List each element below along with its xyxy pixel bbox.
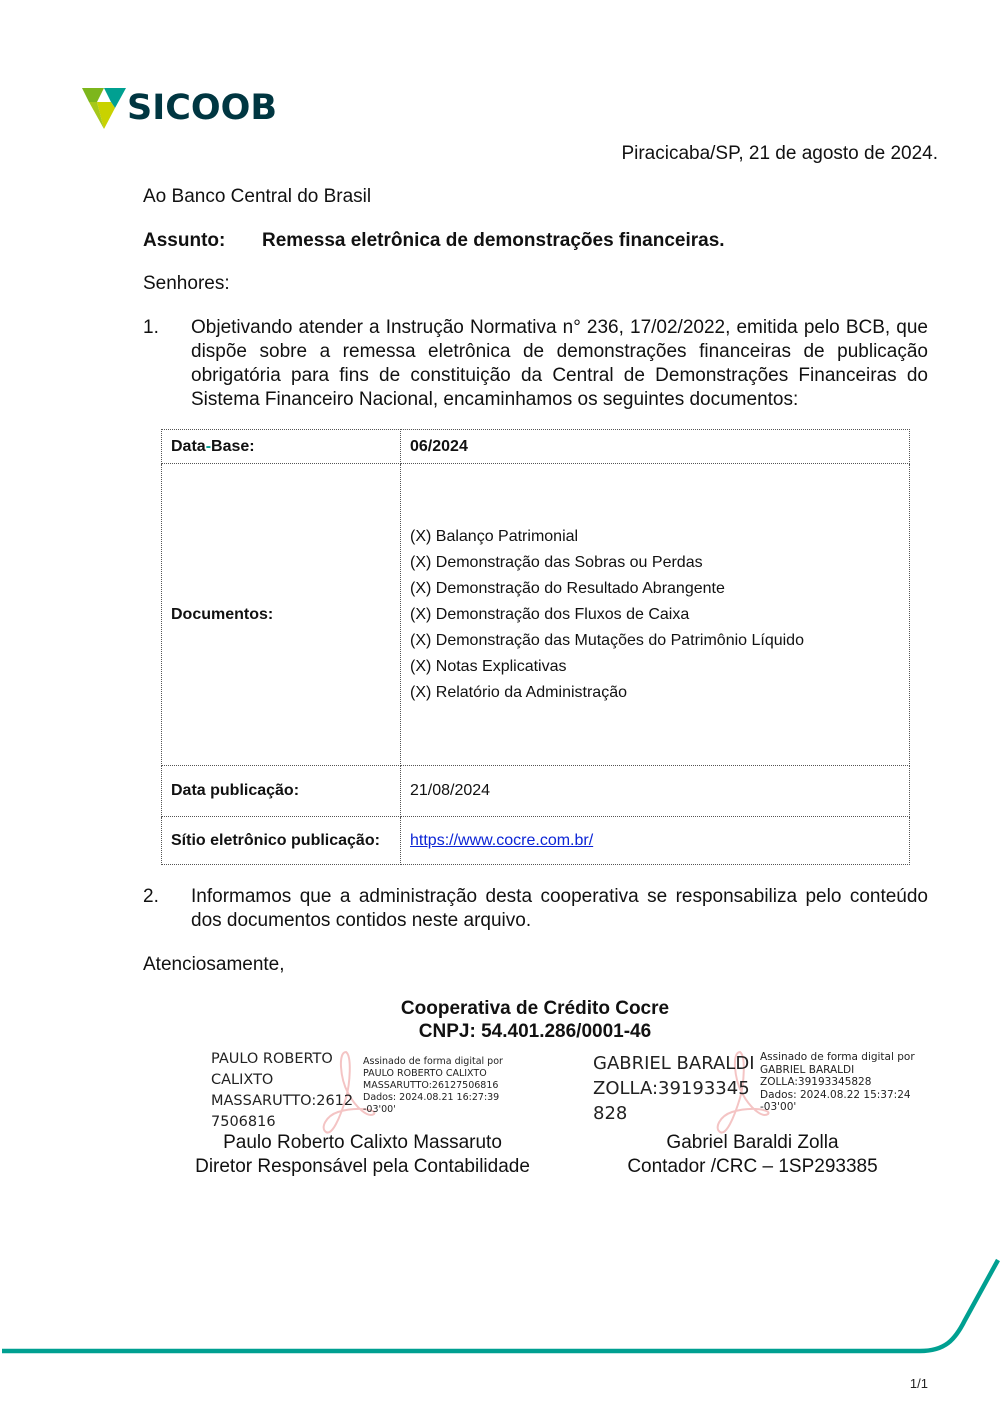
data-base-label: Data-Base: xyxy=(162,430,401,464)
signature-2-cert-name: GABRIEL BARALDI ZOLLA:39193345 828 xyxy=(593,1053,755,1124)
signer-1 xyxy=(170,1131,555,1179)
table-row-sitio xyxy=(162,817,910,865)
list-item: (X) Demonstração do Resultado Abrangente xyxy=(410,579,725,597)
table-row-documentos xyxy=(162,464,910,766)
organization-block xyxy=(0,997,1000,1043)
footer-decorative-line xyxy=(0,1240,1000,1360)
sicoob-logo-mark-icon xyxy=(82,86,126,130)
list-item: (X) Demonstração dos Fluxos de Caixa xyxy=(410,605,690,623)
sicoob-logo xyxy=(82,86,282,132)
sicoob-logo-text: SICOOB xyxy=(127,88,278,128)
organization-name: Cooperativa de Crédito Cocre xyxy=(400,998,670,1019)
paragraph-1 xyxy=(143,316,928,412)
salutation: Senhores: xyxy=(143,273,230,294)
signer-role: Diretor Responsável pela Contabilidade xyxy=(195,1156,530,1177)
subject-line xyxy=(143,230,725,252)
letter-date: Piracicaba/SP, 21 de agosto de 2024. xyxy=(621,143,938,164)
signature-1-cert-name: PAULO ROBERTO CALIXTO MASSARUTTO:2612 7506816 xyxy=(211,1051,354,1130)
organization-cnpj: CNPJ: 54.401.286/0001-46 xyxy=(418,1021,652,1042)
data-base-value: 06/2024 xyxy=(401,430,910,464)
signer-role: Contador /CRC – 1SP293385 xyxy=(627,1156,878,1177)
list-item: (X) Relatório da Administração xyxy=(410,683,627,701)
paragraph-text: Objetivando atender a Instrução Normativa n° 236, 17/02/2022, emitida pelo BCB, que dispõe sobre a remessa eletrônica de demonstrações financeiras de publicação obrigatória para fins de constituição da Central de Demonstrações Financeiras do Sistema Financeiro Nacional, encaminhamos os seguintes documentos: xyxy=(191,317,928,410)
documentos-list xyxy=(401,464,910,766)
signature-2-cert-details: Assinado de forma digital por GABRIEL BARALDI ZOLLA:39193345828 Dados: 2024.08.22 15:37:24 -03'00' xyxy=(760,1051,915,1113)
subject-text: Remessa eletrônica de demonstrações financeiras. xyxy=(262,230,725,251)
sitio-cell xyxy=(401,817,910,865)
website-link[interactable]: https://www.cocre.com.br/ xyxy=(410,831,594,849)
page-number: 1/1 xyxy=(909,1376,928,1391)
documentos-label: Documentos: xyxy=(162,464,401,766)
list-item: (X) Demonstração das Sobras ou Perdas xyxy=(410,553,703,571)
signer-2 xyxy=(560,1131,945,1179)
paragraph-number: 1. xyxy=(143,317,159,338)
paragraph-2 xyxy=(143,885,928,933)
paragraph-text: Informamos que a administração desta cooperativa se responsabiliza pelo conteúdo dos documentos contidos neste arquivo. xyxy=(191,886,928,931)
subject-label: Assunto: xyxy=(143,230,226,251)
addressee: Ao Banco Central do Brasil xyxy=(143,186,372,207)
table-row-data-publicacao xyxy=(162,766,910,817)
documents-table xyxy=(161,429,910,865)
signer-name: Paulo Roberto Calixto Massaruto xyxy=(223,1132,502,1153)
list-item: (X) Balanço Patrimonial xyxy=(410,527,579,545)
list-item: (X) Demonstração das Mutações do Patrimônio Líquido xyxy=(410,631,804,649)
data-publicacao-label: Data publicação: xyxy=(162,766,401,817)
sitio-label: Sítio eletrônico publicação: xyxy=(162,817,401,865)
data-publicacao-value: 21/08/2024 xyxy=(401,766,910,817)
table-row-data-base xyxy=(162,430,910,464)
signer-name: Gabriel Baraldi Zolla xyxy=(666,1132,839,1153)
signature-1-cert-details: Assinado de forma digital por PAULO ROBERTO CALIXTO MASSARUTTO:26127506816 Dados: 2024.08.21 16:27:39 -03'00' xyxy=(363,1056,503,1115)
paragraph-number: 2. xyxy=(143,886,159,907)
closing: Atenciosamente, xyxy=(143,954,285,975)
list-item: (X) Notas Explicativas xyxy=(410,657,567,675)
